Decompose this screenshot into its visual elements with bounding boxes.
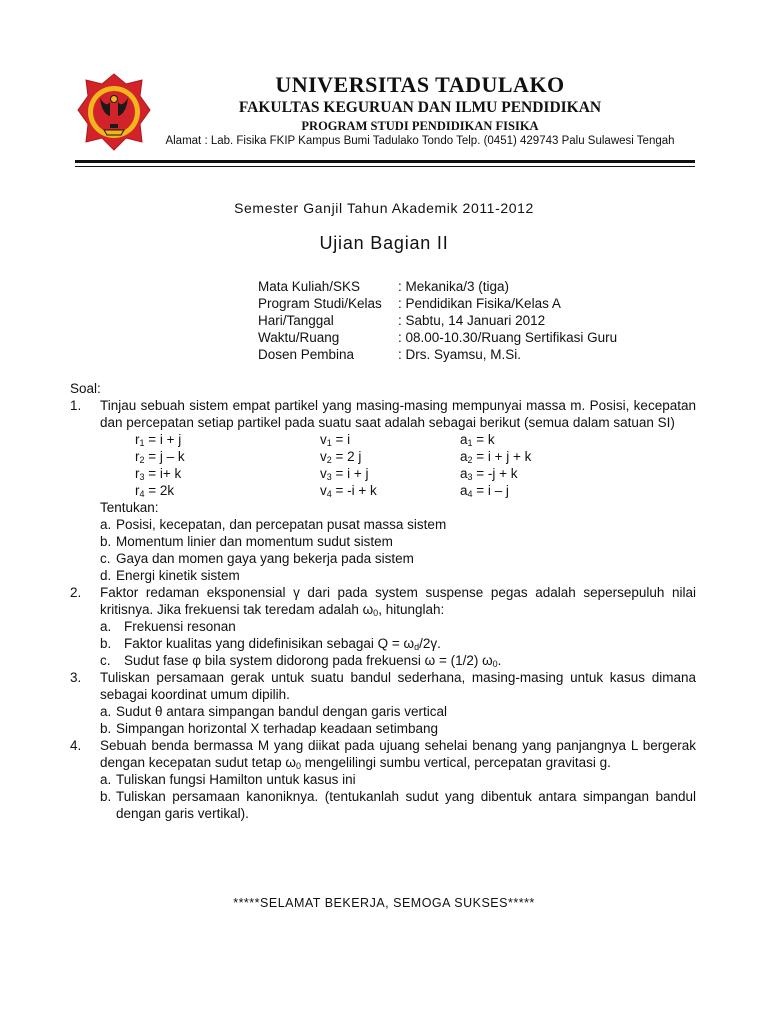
soal-heading: Soal: bbox=[70, 381, 101, 396]
acceleration-1: $a_1 = k$ bbox=[460, 432, 495, 448]
question-3 bbox=[70, 669, 696, 737]
question-number: 3. bbox=[70, 670, 82, 685]
question-number: 2. bbox=[70, 585, 82, 600]
list-item: c. Gaya dan momen gaya yang bekerja pada sistem bbox=[100, 551, 414, 566]
question-text: Faktor redaman eksponensial γ dari pada system suspense pegas adalah sepersepuluh nilai kritisnya. Jika frekuensi tak teredam adalah $\omega_0$, hitunglah: bbox=[100, 585, 696, 618]
acceleration-3: $a_3 = -j + k$ bbox=[460, 466, 518, 482]
question-2 bbox=[70, 584, 696, 669]
logo-emblem-dot bbox=[111, 96, 118, 103]
tentukan-label: Tentukan: bbox=[100, 500, 159, 515]
exam-title: Ujian Bagian II bbox=[319, 233, 449, 253]
program-name: PROGRAM STUDI PENDIDIKAN FISIKA bbox=[301, 119, 539, 133]
info-label: Program Studi/Kelas bbox=[258, 296, 382, 311]
info-row-course bbox=[258, 278, 617, 295]
velocity-4: $v_4 = -i + k$ bbox=[320, 483, 377, 499]
velocity-2: $v_2 = 2$ j bbox=[320, 449, 362, 465]
acceleration-4: $a_4 = i - j$ bbox=[460, 483, 509, 499]
list-item: d. Energi kinetik sistem bbox=[100, 568, 240, 583]
info-label: Hari/Tanggal bbox=[258, 313, 334, 328]
info-row-class bbox=[258, 295, 617, 312]
info-label: Mata Kuliah/SKS bbox=[258, 279, 361, 294]
list-item: b. Tuliskan persamaan kanoniknya. (tentukanlah sudut yang dibentuk antara simpangan bandul dengan garis vertikal). bbox=[100, 789, 696, 821]
info-value: : Pendidikan Fisika/Kelas A bbox=[398, 296, 561, 311]
university-name: UNIVERSITAS TADULAKO bbox=[275, 72, 565, 97]
logo-emblem-base bbox=[104, 130, 124, 135]
question-text: Sebuah benda bermassa M yang diikat pada ujuang sehelai benang yang panjangnya L bergerak dengan kecepatan sudut tetap $\omega_0$ mengelilingi sumbu vertical, percepatan gravitasi g. bbox=[100, 738, 696, 771]
info-value: : Sabtu, 14 Januari 2012 bbox=[398, 313, 546, 328]
position-4: $r_4 = 2k$ bbox=[135, 483, 175, 499]
address-line: Alamat : Lab. Fisika FKIP Kampus Bumi Tadulako Tondo Telp. (0451) 429743 Palu Sulawesi Tengah bbox=[165, 135, 675, 147]
header-rule-thin bbox=[75, 166, 695, 167]
question-1 bbox=[70, 397, 696, 431]
list-item: a. Frekuensi resonan bbox=[100, 619, 236, 634]
list-item: a. Sudut θ antara simpangan bandul dengan garis vertical bbox=[100, 704, 447, 719]
question-1-tasks bbox=[100, 499, 696, 584]
header-rule-thick bbox=[75, 160, 695, 163]
position-2: $r_2 = j - k$ bbox=[135, 449, 185, 465]
question-text: Tuliskan persamaan gerak untuk suatu bandul sederhana, masing-masing untuk kasus dimana sebagai koordinat umum dipilih. bbox=[100, 670, 696, 702]
list-item: b. Momentum linier dan momentum sudut sistem bbox=[100, 534, 393, 549]
question-number: 1. bbox=[70, 398, 82, 413]
info-row-lecturer bbox=[258, 346, 617, 363]
question-text: Tinjau sebuah sistem empat partikel yang masing-masing mempunyai massa m. Posisi, kecepatan dan percepatan setiap partikel pada suatu saat adalah sebagai berikut (semua dalam satuan SI) bbox=[100, 398, 696, 430]
info-row-date bbox=[258, 312, 617, 329]
info-label: Waktu/Ruang bbox=[258, 330, 340, 345]
info-value: : 08.00-10.30/Ruang Sertifikasi Guru bbox=[398, 330, 618, 345]
question-4 bbox=[70, 737, 696, 822]
velocity-1: $v_1 = i$ bbox=[320, 432, 351, 448]
faculty-name: FAKULTAS KEGURUAN DAN ILMU PENDIDIKAN bbox=[238, 99, 602, 116]
info-value: : Mekanika/3 (tiga) bbox=[398, 279, 510, 294]
exam-info-table bbox=[258, 278, 617, 363]
velocity-3: $v_3 = i + j$ bbox=[320, 466, 369, 482]
semester-line: Semester Ganjil Tahun Akademik 2011-2012 bbox=[234, 200, 534, 216]
questions-section bbox=[70, 380, 696, 822]
list-item: a. Posisi, kecepatan, dan percepatan pusat massa sistem bbox=[100, 517, 447, 532]
closing-message: *****SELAMAT BEKERJA, SEMOGA SUKSES***** bbox=[233, 896, 535, 910]
vector-table bbox=[135, 431, 696, 499]
list-item: c. Sudut fase φ bila system didorong pada frekuensi ω = (1/2) $\omega_0$. bbox=[100, 653, 502, 669]
info-value: : Drs. Syamsu, M.Si. bbox=[398, 347, 522, 362]
acceleration-2: $a_2 = i + j + k$ bbox=[460, 449, 532, 465]
info-row-time bbox=[258, 329, 617, 346]
list-item: b. Simpangan horizontal X terhadap keadaan setimbang bbox=[100, 721, 438, 736]
list-item: a. Tuliskan fungsi Hamilton untuk kasus ini bbox=[100, 772, 356, 787]
position-1: $r_1 = i + j$ bbox=[135, 432, 182, 448]
question-number: 4. bbox=[70, 738, 82, 753]
info-label: Dosen Pembina bbox=[258, 347, 355, 362]
position-3: $r_3 = i+ k$ bbox=[135, 466, 182, 482]
university-logo bbox=[76, 72, 152, 152]
list-item: b. Faktor kualitas yang didefinisikan sebagai $Q = \omega_d/2\gamma$. bbox=[100, 636, 441, 652]
